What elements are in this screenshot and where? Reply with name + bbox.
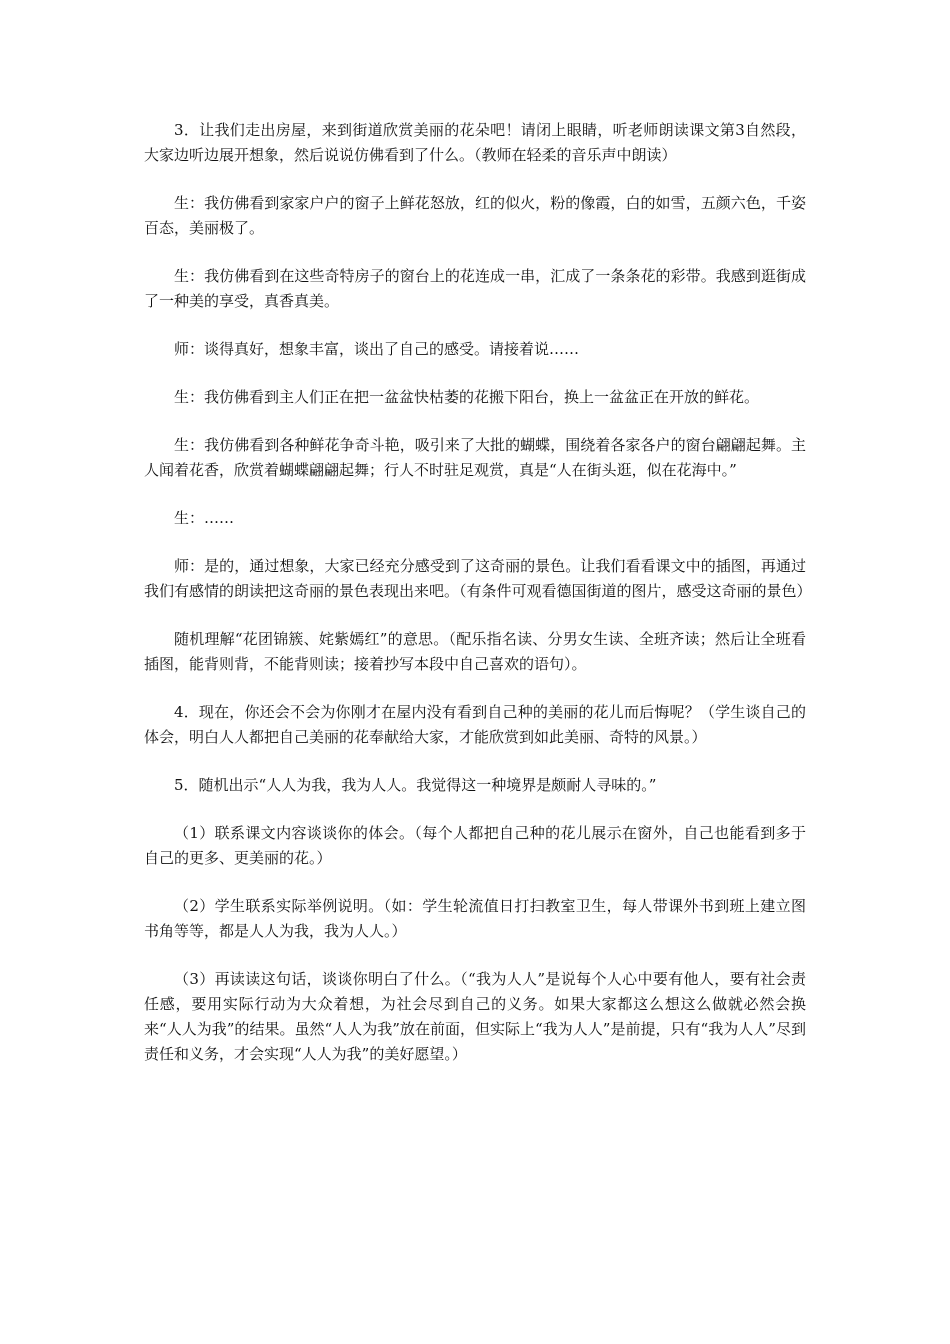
paragraph-sub-3: （3）再读读这句话，谈谈你明白了什么。（“我为人人”是说每个人心中要有他人，要有社会责任感，要用实际行动为大众着想，为社会尽到自己的义务。如果大家都这么想这么做就必然会换来“人人为我”的结果。虽然“人人为我”放在前面，但实际上“我为人人”是前提，只有“我为人人”尽到责任和义务，才会实现“人人为我”的美好愿望。） [144, 970, 806, 1063]
paragraph-teacher-comment-1: 师：谈得真好，想象丰富，谈出了自己的感受。请接着说…… [174, 340, 580, 358]
paragraph-step-3: 3．让我们走出房屋，来到街道欣赏美丽的花朵吧！请闭上眼睛，听老师朗读课文第3自然段，大家边听边展开想象，然后说说仿佛看到了什么。（教师在轻柔的音乐声中朗读） [144, 121, 806, 164]
paragraph-student-answer-4: 生：我仿佛看到各种鲜花争奇斗艳，吸引来了大批的蝴蝶，围绕着各家各户的窗台翩翩起舞。主人闻着花香，欣赏着蝴蝶翩翩起舞；行人不时驻足观赏，真是“人在街头逛，似在花海中。” [144, 436, 806, 479]
paragraph-sub-1: （1）联系课文内容谈谈你的体会。（每个人都把自己种的花儿展示在窗外，自己也能看到多于自己的更多、更美丽的花。） [144, 824, 806, 867]
paragraph-student-answer-5: 生：…… [174, 509, 235, 527]
paragraph-step-5: 5．随机出示“人人为我，我为人人。我觉得这一种境界是颇耐人寻味的。” [174, 776, 657, 794]
paragraph-student-answer-1: 生：我仿佛看到家家户户的窗子上鲜花怒放，红的似火，粉的像霞，白的如雪，五颜六色，千姿百态，美丽极了。 [144, 194, 806, 237]
paragraph-sub-2: （2）学生联系实际举例说明。（如：学生轮流值日打扫教室卫生，每人带课外书到班上建立图书角等等，都是人人为我，我为人人。） [144, 897, 806, 940]
paragraph-vocabulary: 随机理解“花团锦簇、姹紫嫣红”的意思。（配乐指名读、分男女生读、全班齐读；然后让全班看插图，能背则背，不能背则读；接着抄写本段中自己喜欢的语句）。 [144, 630, 806, 673]
document-page [144, 118, 812, 1090]
paragraph-student-answer-2: 生：我仿佛看到在这些奇特房子的窗台上的花连成一串，汇成了一条条花的彩带。我感到逛街成了一种美的享受，真香真美。 [144, 267, 806, 310]
paragraph-step-4: 4．现在，你还会不会为你刚才在屋内没有看到自己种的美丽的花儿而后悔呢？（学生谈自己的体会，明白人人都把自己美丽的花奉献给大家，才能欣赏到如此美丽、奇特的风景。） [144, 703, 806, 746]
paragraph-student-answer-3: 生：我仿佛看到主人们正在把一盆盆快枯萎的花搬下阳台，换上一盆盆正在开放的鲜花。 [174, 388, 760, 406]
paragraph-teacher-comment-2: 师：是的，通过想象，大家已经充分感受到了这奇丽的景色。让我们看看课文中的插图，再通过我们有感情的朗读把这奇丽的景色表现出来吧。（有条件可观看德国街道的图片，感受这奇丽的景色） [144, 557, 812, 600]
